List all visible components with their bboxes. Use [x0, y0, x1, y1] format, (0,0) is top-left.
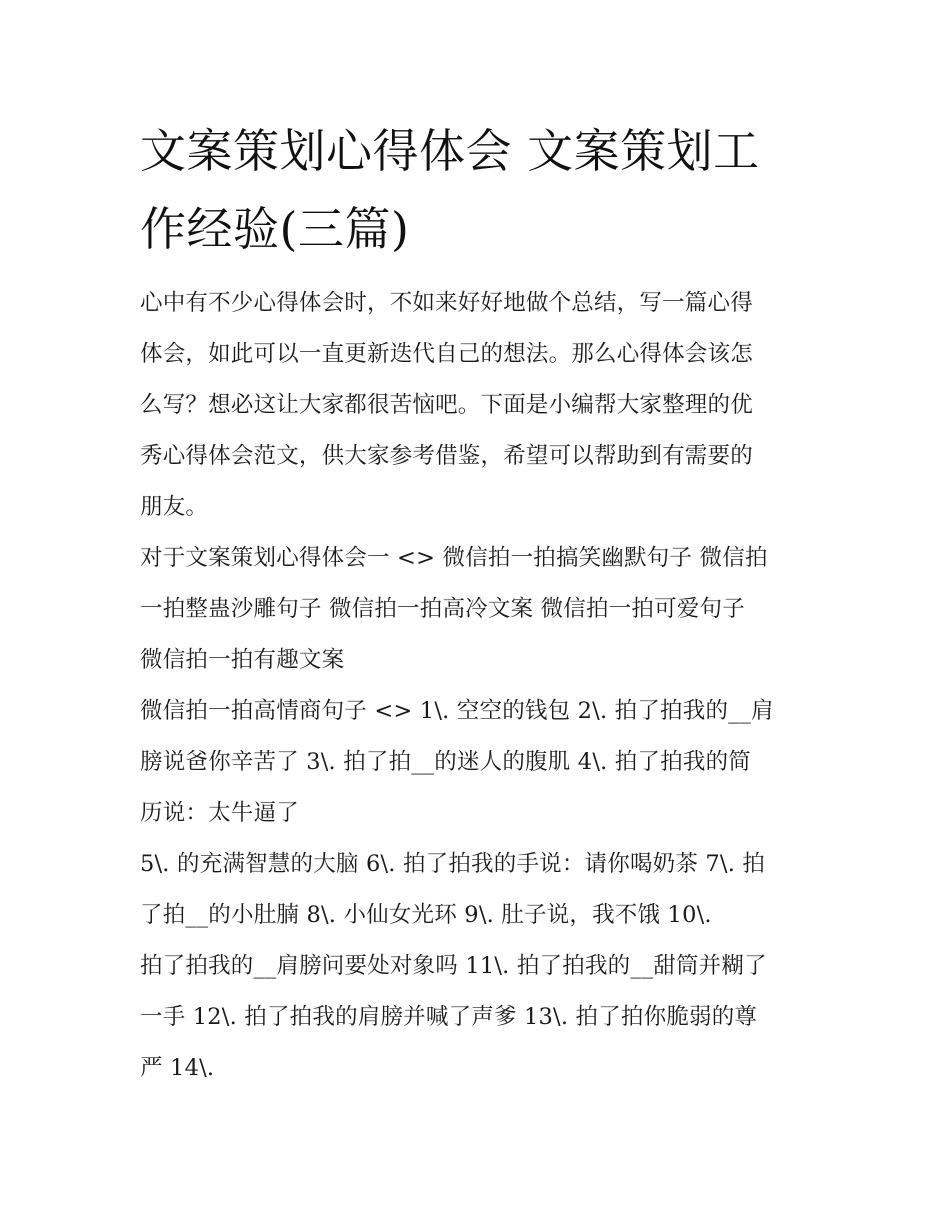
intro-paragraph	[140, 278, 820, 533]
text-line: 对于文案策划心得体会一 <> 微信拍一拍搞笑幽默句子 微信拍	[140, 545, 768, 571]
text-line: 了拍__的小肚腩 8\. 小仙女光环 9\. 肚子说，我不饿 10\.	[140, 902, 712, 928]
text-line: 朋友。	[140, 494, 209, 520]
text-line: 膀说爸你辛苦了 3\. 拍了拍__的迷人的腹肌 4\. 拍了拍我的简	[140, 749, 752, 775]
body-paragraph	[140, 686, 820, 839]
text-line: 微信拍一拍有趣文案	[140, 647, 345, 673]
text-line: 么写？想必这让大家都很苦恼吧。下面是小编帮大家整理的优	[140, 392, 753, 418]
title-line: 作经验(三篇)	[140, 202, 410, 256]
title-line: 文案策划心得体会 文案策划工	[140, 124, 760, 178]
text-line: 体会，如此可以一直更新迭代自己的想法。那么心得体会该怎	[140, 341, 753, 367]
text-line: 一手 12\. 拍了拍我的肩膀并喊了声爹 13\. 拍了拍你脆弱的尊	[140, 1004, 758, 1030]
text-line: 严 14\.	[140, 1055, 215, 1081]
text-line: 一拍整蛊沙雕句子 微信拍一拍高冷文案 微信拍一拍可爱句子	[140, 596, 745, 622]
document-title	[140, 112, 820, 268]
body-paragraph	[140, 533, 820, 686]
document-page	[140, 112, 820, 1094]
text-line: 历说：太牛逼了	[140, 800, 299, 826]
text-line: 心中有不少心得体会时，不如来好好地做个总结，写一篇心得	[140, 290, 753, 316]
text-line: 拍了拍我的__肩膀问要处对象吗 11\. 拍了拍我的__甜筒并糊了	[140, 953, 767, 979]
body-paragraph	[140, 839, 820, 941]
text-line: 秀心得体会范文，供大家参考借鉴，希望可以帮助到有需要的	[140, 443, 753, 469]
body-paragraph	[140, 941, 820, 1094]
text-line: 5\. 的充满智慧的大脑 6\. 拍了拍我的手说：请你喝奶茶 7\. 拍	[140, 851, 766, 877]
text-line: 微信拍一拍高情商句子 <> 1\. 空空的钱包 2\. 拍了拍我的__肩	[140, 698, 774, 724]
